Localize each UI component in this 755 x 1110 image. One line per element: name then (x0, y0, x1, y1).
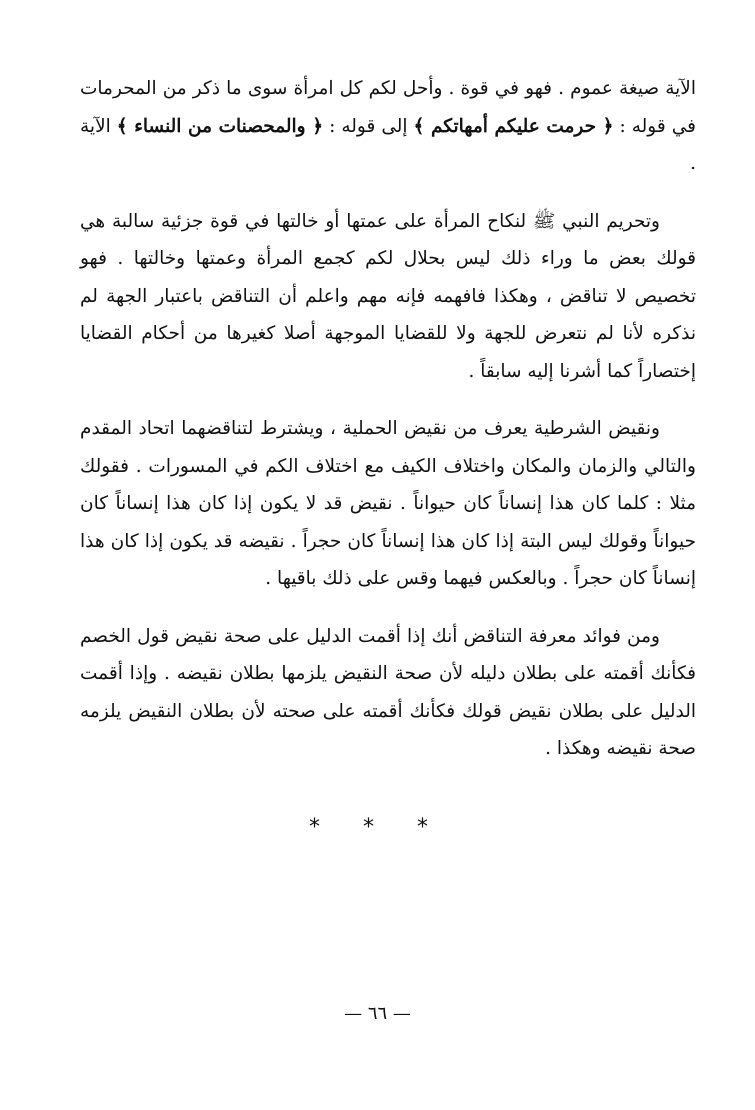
paragraph-1 (80, 70, 696, 183)
quran-quote-1: ﴿ حرمت عليكم أمهاتكم ﴾ (413, 115, 614, 137)
quran-quote-2: ﴿ والمحصنات من النساء ﴾ (116, 115, 324, 137)
body-text (80, 70, 696, 768)
page-number: — ٦٦ — (344, 1003, 411, 1024)
p1-segment-5: الآية . (80, 115, 696, 174)
p1-segment-3: إلى قوله : (323, 115, 414, 137)
paragraph-2 (80, 203, 696, 391)
p1-segment-1: الآية صيغة عموم . فهو في قوة . وأحل لكم كل امرأة سوى ما ذكر من المحرمات في قوله : (80, 78, 697, 137)
p2-text: وتحريم النبي ﷺ لنكاح المرأة على عمتها أو خالتها في قوة جزئية سالبة هي قولك بعض ما وراء ذلك ليس بحلال لكم كجمع المرأة وعمتها وخالتها . فهو تخصيص لا تناقض ، وهكذا فافهمه فإنه مهم واعلم أن التناقض باعتبار الجهة لم نذكره لأنا لم نتعرض للجهة ولا للقضايا الموجهة أصلا كغيرها من أحكام القضايا إختصاراً كما أشرنا إليه سابقاً . (80, 210, 696, 382)
p4-text: ومن فوائد معرفة التناقض أنك إذا أقمت الدليل على صحة نقيض قول الخصم فكأنك أقمته على بطلان دليله لأن صحة النقيض يلزمها بطلان نقيضه . وإذا أقمت الدليل على بطلان نقيض قولك فكأنك أقمته على صحته لأن بطلان النقيض يلزمه صحة نقيضه وهكذا . (80, 625, 696, 759)
paragraph-4 (80, 618, 696, 768)
section-ornament: * * * (309, 815, 446, 840)
p3-text: ونقيض الشرطية يعرف من نقيض الحملية ، ويشترط لتناقضهما اتحاد المقدم والتالي والزمان والمكان واختلاف الكيف مع اختلاف الكم في المسورات . فقولك مثلا : كلما كان هذا إنساناً كان حيواناً . نقيض قد لا يكون إذا كان هذا إنساناً كان حيواناً وقولك ليس البتة إذا كان هذا إنساناً كان حجراً . نقيضه قد يكون إذا كان هذا إنساناً كان حجراً . وبالعكس فيهما وقس على ذلك باقيها . (80, 418, 696, 589)
paragraph-3 (80, 410, 696, 598)
